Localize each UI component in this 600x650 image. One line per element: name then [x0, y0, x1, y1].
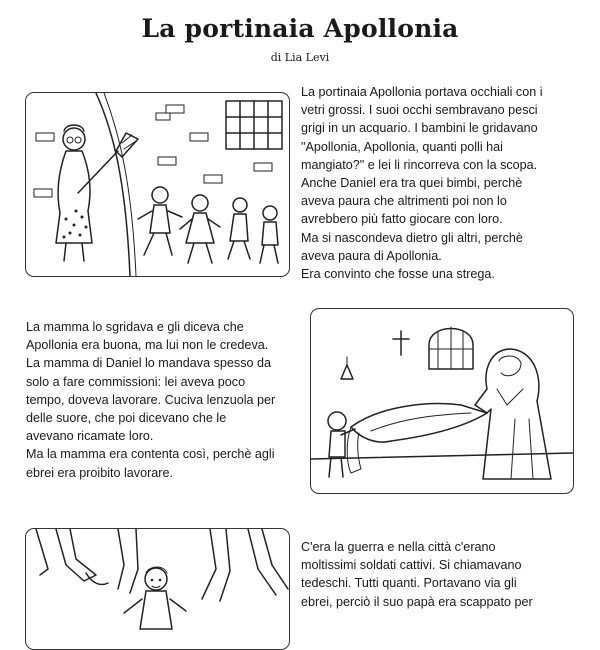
- paragraph-line: La mamma di Daniel lo mandava spesso da: [26, 356, 272, 371]
- paragraph-line: avrebbero più fatto giocare con loro.: [301, 212, 503, 227]
- paragraph-line: ebrei, perciò il suo papà era scappato per: [301, 594, 533, 609]
- paragraph-line: Apollonia era buona, ma lui non le credeva.: [26, 338, 269, 353]
- paragraph-2: [26, 318, 275, 482]
- paragraph-line: aveva paura che altrimenti poi non lo: [301, 194, 507, 209]
- paragraph-1: [301, 83, 543, 283]
- nun-and-boy-with-sheet-illustration: [311, 309, 573, 493]
- boy-among-soldiers-boots-illustration: [26, 529, 289, 649]
- paragraph-line: Ma si nascondeva dietro gli altri, perchè: [301, 230, 523, 245]
- paragraph-line: vetri grossi. I suoi occhi sembravano pesci: [301, 103, 538, 118]
- paragraph-line: La mamma lo sgridava e gli diceva che: [26, 320, 244, 334]
- paragraph-line: La portinaia Apollonia portava occhiali con i: [301, 85, 543, 99]
- illustration-3: [25, 528, 290, 650]
- page-title: La portinaia Apollonia: [141, 14, 459, 43]
- author-byline: di Lia Levi: [270, 51, 330, 64]
- paragraph-line: delle suore, che poi dicevano che le: [26, 411, 227, 426]
- paragraph-line: Era convinto che fosse una strega.: [301, 267, 495, 282]
- paragraph-line: C'era la guerra e nella città c'erano: [301, 540, 496, 554]
- paragraph-line: ebrei era proibito lavorare.: [26, 465, 174, 480]
- paragraph-line: "Apollonia, Apollonia, quanti polli hai: [301, 139, 503, 154]
- paragraph-line: avevano ricamate loro.: [26, 429, 154, 444]
- illustration-2: [310, 308, 574, 494]
- paragraph-line: grigi in un acquario. I bambini le gridavano: [301, 121, 538, 136]
- paragraph-line: Anche Daniel era tra quei bimbi, perchè: [301, 176, 523, 191]
- paragraph-line: aveva paura di Apollonia.: [301, 248, 442, 263]
- paragraph-line: tedeschi. Tutti quanti. Portavano via gli: [301, 576, 517, 591]
- illustration-1: [25, 92, 290, 277]
- paragraph-line: tempo, doveva lavorare. Cuciva lenzuola per: [26, 392, 276, 407]
- paragraph-line: moltissimi soldati cattivi. Si chiamavano: [301, 558, 522, 573]
- paragraph-line: mangiato?" e lei li rincorreva con la scopa.: [301, 157, 538, 172]
- paragraph-line: solo a fare commissioni: lei aveva poco: [26, 374, 246, 389]
- portinaia-chasing-children-illustration: [26, 93, 289, 276]
- paragraph-line: Ma la mamma era contenta così, perchè agli: [26, 447, 275, 462]
